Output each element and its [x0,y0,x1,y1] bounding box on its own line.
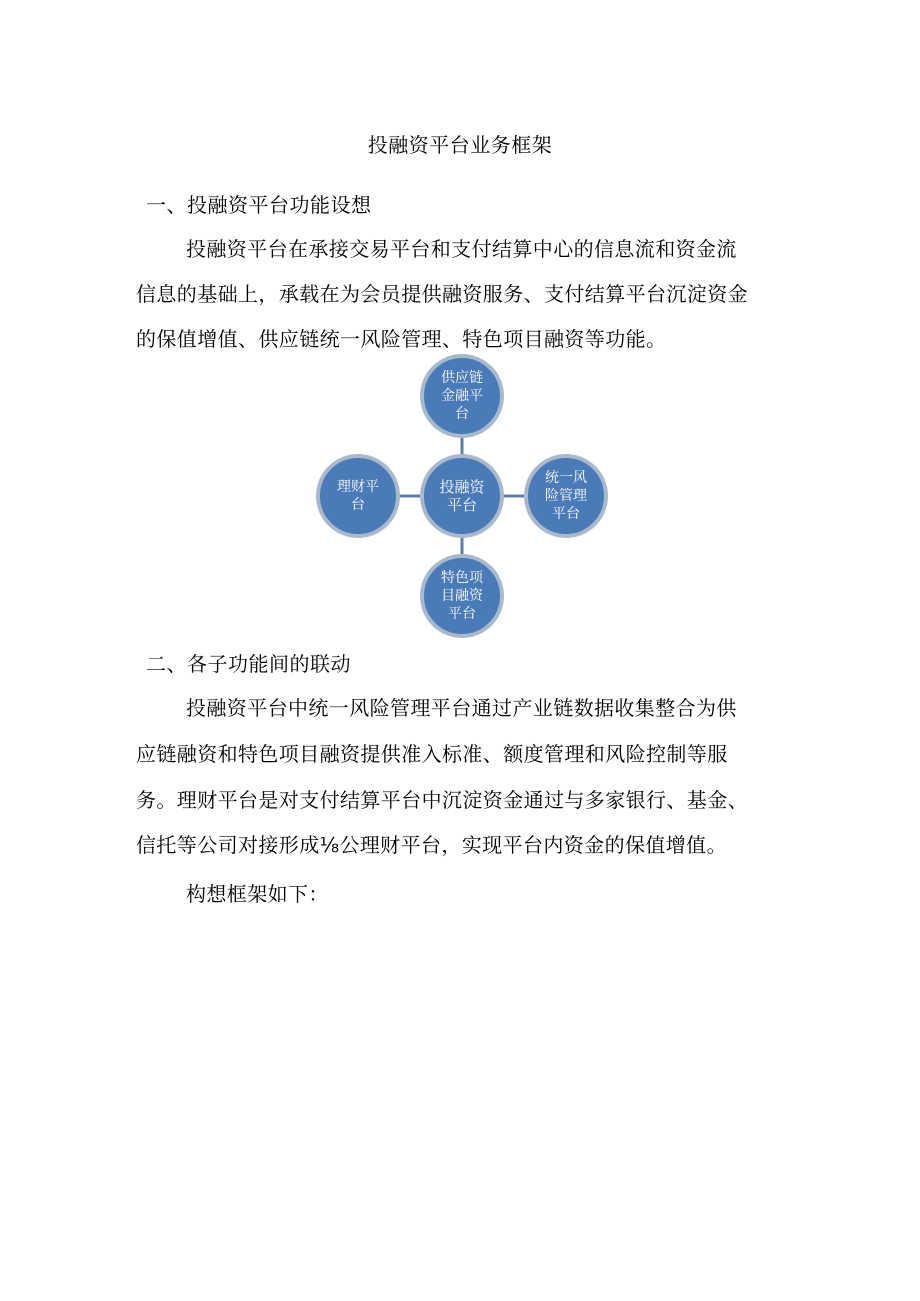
node-right-label: 统一风 险管理 平台 [545,470,587,522]
node-top-label: 供应链 金融平 台 [441,370,483,422]
node-bottom-label: 特色项 目融资 平台 [441,570,483,622]
section-2-closing: 构想框架如下： [186,882,329,906]
section-2-heading: 二、各子功能间的联动 [146,652,351,676]
platform-diagram [320,356,604,636]
node-left-label: 理财平 台 [337,479,379,513]
document-title: 投融资平台业务框架 [367,133,553,157]
section-2-line-3: 务。理财平台是对支付结算平台中沉淀资金通过与多家银行、基金、 [136,788,748,812]
section-1-line-1: 投融资平台在承接交易平台和支付结算中心的信息流和资金流 [186,237,737,261]
section-2-line-4: 信托等公司对接形成⅛公理财平台，实现平台内资金的保值增值。 [136,833,727,857]
section-1-line-2: 信息的基础上，承载在为会员提供融资服务、支付结算平台沉淀资金 [136,282,748,306]
section-1-line-3: 的保值增值、供应链统一风险管理、特色项目融资等功能。 [136,327,667,351]
section-1-heading: 一、投融资平台功能设想 [146,193,372,217]
node-center-label: 投融资 平台 [439,478,485,514]
section-2-line-2: 应链融资和特色项目融资提供准入标准、额度管理和风险控制等服 [136,742,728,766]
section-2-line-1: 投融资平台中统一风险管理平台通过产业链数据收集整合为供 [186,696,737,720]
